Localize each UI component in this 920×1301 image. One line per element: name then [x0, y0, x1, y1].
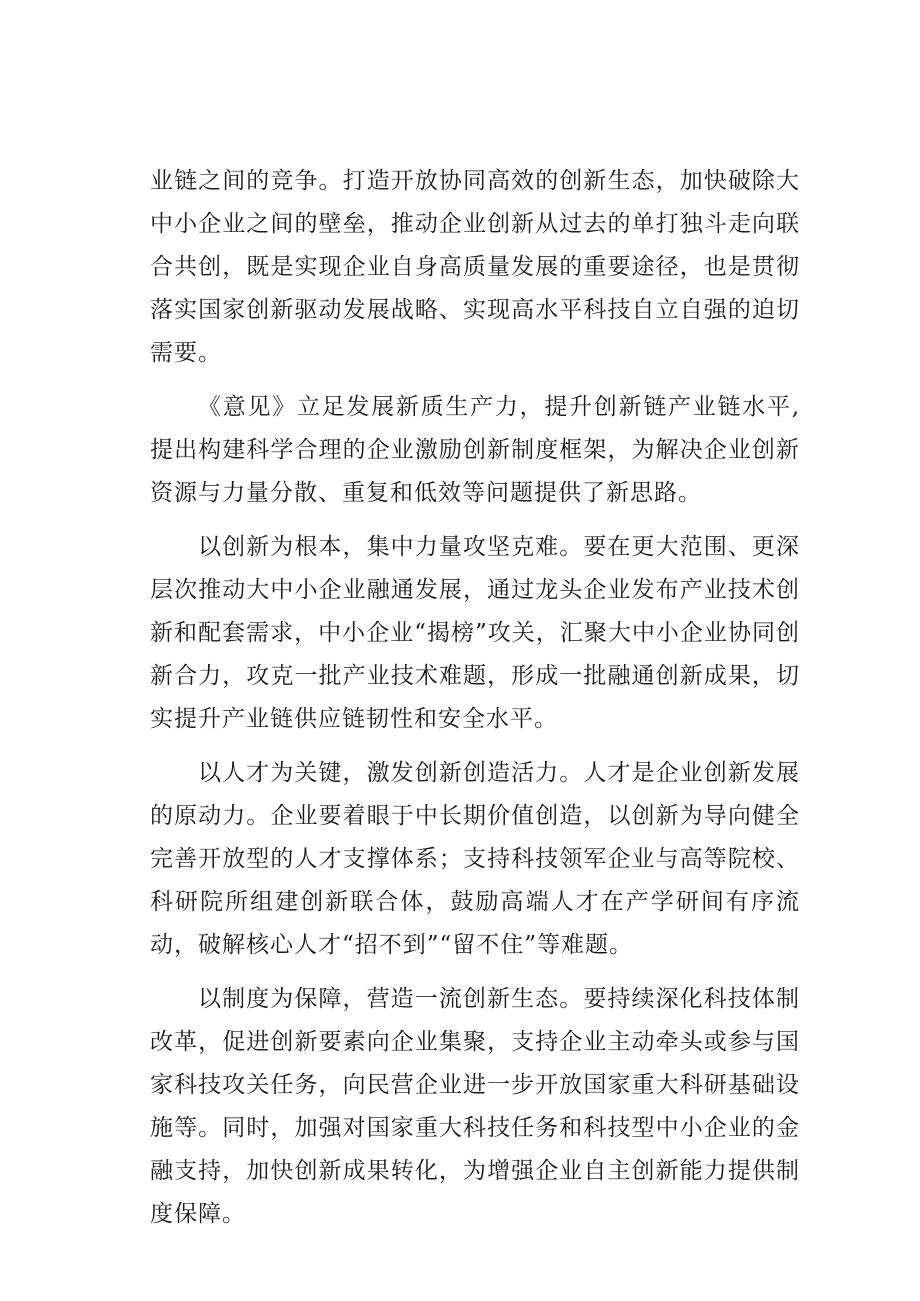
paragraph-continuation: 业链之间的竞争。打造开放协同高效的创新生态，加快破除大中小企业之间的壁垒，推动企业创新从过去的单打独斗走向联合共创，既是实现企业自身高质量发展的重要途径，也是贯彻落实国家创新驱动发展战略、实现高水平科技自立自强的迫切需要。	[150, 168, 800, 366]
paragraph-innovation: 以创新为根本，集中力量攻坚克难。要在更大范围、更深层次推动大中小企业融通发展，通过龙头企业发布产业技术创新和配套需求，中小企业“揭榜”攻关，汇聚大中小企业协同创新合力，攻克一批产业技术难题，形成一批融通创新成果，切实提升产业链供应链韧性和安全水平。	[150, 534, 800, 732]
paragraph-opinion: 《意见》立足发展新质生产力，提升创新链产业链水平,提出构建科学合理的企业激励创新制度框架，为解决企业创新资源与力量分散、重复和低效等问题提供了新思路。	[150, 394, 800, 506]
document-body	[150, 160, 800, 1247]
paragraph-talent: 以人才为关键，激发创新创造活力。人才是企业创新发展的原动力。企业要着眼于中长期价值创造，以创新为导向健全完善开放型的人才支撑体系；支持科技领军企业与高等院校、科研院所组建创新联合体，鼓励高端人才在产学研间有序流动，破解核心人才“招不到”“留不住”等难题。	[150, 760, 800, 958]
paragraph-institution: 以制度为保障，营造一流创新生态。要持续深化科技体制改革，促进创新要素向企业集聚，支持企业主动牵头或参与国家科技攻关任务，向民营企业进一步开放国家重大科研基础设施等。同时，加强对国家重大科技任务和科技型中小企业的金融支持，加快创新成果转化，为增强企业自主创新能力提供制度保障。	[150, 986, 800, 1227]
